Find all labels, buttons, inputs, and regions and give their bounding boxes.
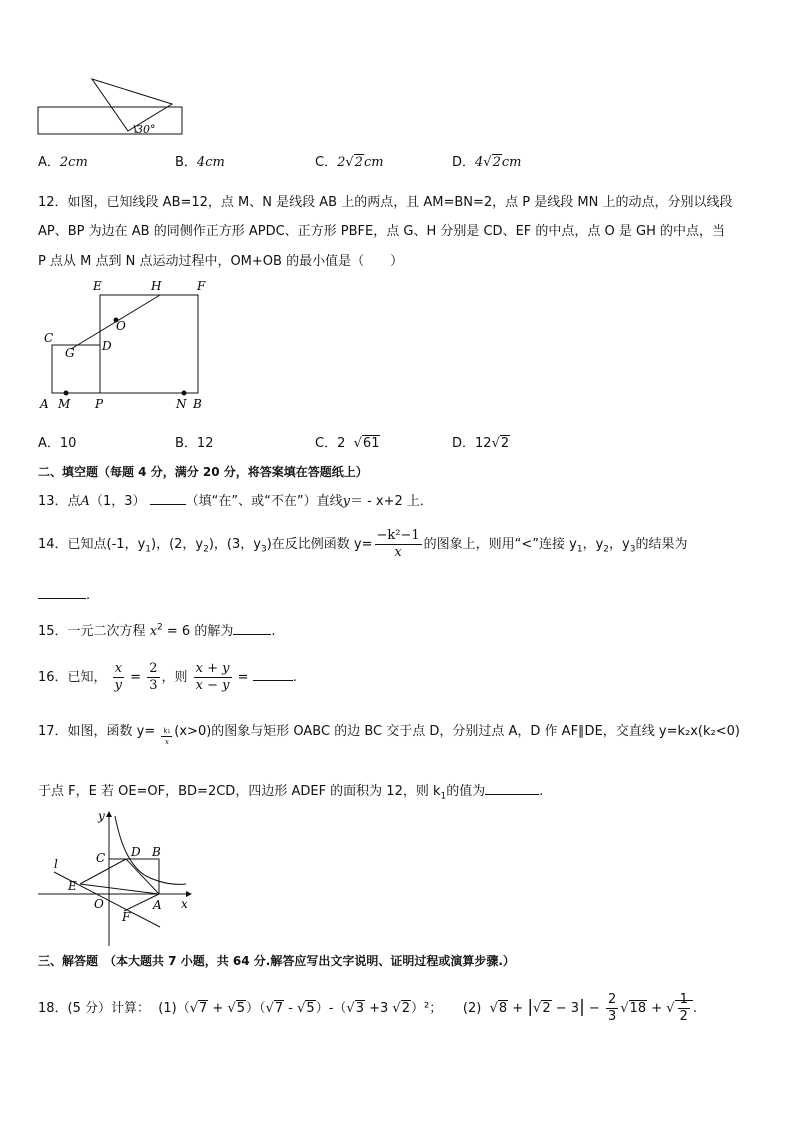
q11-option-c[interactable] <box>315 151 384 170</box>
option-letter: A． <box>38 155 60 170</box>
label-n: N <box>176 397 187 411</box>
fraction: $\frac{2}{3}$ <box>607 992 617 1024</box>
section-3-heading: 三、解答题 （本大题共 7 小题，共 64 分.解答应写出文字说明、证明过程或演算步骤.） <box>38 954 515 968</box>
fraction: $\frac{\text{−k²−1}}{x}$ <box>376 528 420 560</box>
option-coef: 2 <box>337 155 346 170</box>
option-letter: D． <box>452 155 476 170</box>
label-x: x <box>181 897 188 911</box>
label-b: B <box>152 845 161 859</box>
answer-blank[interactable] <box>485 782 539 795</box>
q11-option-b[interactable] <box>175 151 225 170</box>
answer-blank[interactable] <box>233 622 271 635</box>
q15: 15．一元二次方程 $x^2 = 6$ 的解为 . <box>38 622 276 639</box>
sqrt: √5 <box>297 1001 315 1016</box>
sqrt: √2 <box>483 155 501 170</box>
label-p: P <box>95 397 104 411</box>
sqrt: √5 <box>227 1001 246 1016</box>
sqrt: √8 <box>489 1001 508 1016</box>
label-o: O <box>116 319 126 333</box>
fraction-small: $\frac{\text{k₁}}{x}$ <box>163 727 171 746</box>
option-coef: 4 <box>475 155 484 170</box>
label-y: y <box>98 809 105 823</box>
q12-line-1: 12．如图，已知线段 AB=12，点 M、N 是线段 AB 上的两点，且 AM=BN=2，点 P 是线段 MN 上的动点，分别以线段 <box>38 195 733 210</box>
option-letter: C． <box>315 155 338 170</box>
label-m: M <box>58 397 71 411</box>
sqrt: √2 <box>533 1001 551 1016</box>
option-value: 4cm <box>196 155 225 170</box>
sqrt: √2 <box>491 436 510 451</box>
answer-blank[interactable] <box>38 586 86 599</box>
square-apdc <box>52 345 100 393</box>
label-g: G <box>65 346 75 360</box>
option-text: D．12 <box>452 436 492 451</box>
label-c: C <box>44 331 54 345</box>
label-a: A <box>40 397 49 411</box>
label-d: D <box>102 339 112 353</box>
sqrt: √7 <box>265 1001 284 1016</box>
q14-answer-line: . <box>38 586 90 603</box>
q12-line-3: P 点从 M 点到 N 点运动过程中，OM+OB 的最小值是（ ） <box>38 254 404 269</box>
angle-label: 30° <box>136 123 156 136</box>
q17-line-2: 于点 F，E 若 OE=OF，BD=2CD，四边形 ADEF 的面积为 12，则 $k_1$的值为 . <box>38 784 544 802</box>
sqrt: √ $\frac{1}{2}$ <box>666 992 693 1025</box>
abs-value: | <box>579 997 585 1017</box>
q11-figure <box>36 76 186 138</box>
answer-blank[interactable] <box>253 668 293 681</box>
label-a: A <box>153 898 162 912</box>
q12-line-2: AP、BP 为边在 AB 的同侧作正方形 APDC、正方形 PBFE，点 G、H 分别是 CD、EF 的中点，点 O 是 GH 的中点，当 <box>38 224 726 239</box>
label-o: O <box>94 897 104 911</box>
q12-option-c[interactable] <box>315 432 380 451</box>
segment-ea <box>80 884 159 894</box>
q17-line-1: 17．如图，函数 y= $\frac{\text{k₁}}{x}$ (x>0)的图象与矩形 OABC 的边 BC 交于点 D，分别过点 A，D 作 AF∥DE，交直线 y=k₂x(k₂<0) <box>38 724 740 746</box>
label-c: C <box>96 851 106 865</box>
q12-figure <box>36 278 211 413</box>
y-axis-arrow <box>106 811 112 817</box>
q18: 18．(5 分）计算： (1)（√7 + √5）（√7 - √5）-（√3 +3 √2）²； (2) √8 + |√2 − 3| − $\frac{2}{3}$ √18 + √ $\frac{1}{2}$ . <box>38 992 697 1024</box>
point-m <box>64 391 69 396</box>
label-h: H <box>151 279 162 293</box>
triangle-ruler <box>92 79 172 131</box>
label-f: F <box>197 279 206 293</box>
option-letter: B． <box>175 155 197 170</box>
label-f: F <box>122 910 131 924</box>
square-pbfe <box>100 295 198 393</box>
option-unit: cm <box>501 155 522 170</box>
sqrt: √2 <box>345 155 363 170</box>
fraction: $\frac{1}{2}$ <box>679 992 688 1024</box>
sqrt: √7 <box>189 1001 208 1016</box>
label-e: E <box>93 279 102 293</box>
q12-option-b[interactable]: B．12 <box>175 436 214 451</box>
q12-option-d[interactable] <box>452 432 510 451</box>
label-d: D <box>131 845 141 859</box>
answer-blank[interactable] <box>150 492 186 505</box>
label-l: l <box>54 857 58 871</box>
fraction: $\frac{x + y}{x - y}$ <box>195 661 230 693</box>
option-unit: cm <box>363 155 384 170</box>
sqrt: √61 <box>353 436 380 451</box>
section-2-heading: 二、填空题（每题 4 分，满分 20 分，将答案填在答题纸上） <box>38 465 368 479</box>
fraction: $\frac{2}{3}$ <box>149 661 158 693</box>
label-e: E <box>68 879 77 893</box>
q12-option-a[interactable]: A．10 <box>38 436 77 451</box>
option-text: C．2 <box>315 436 346 451</box>
label-b: B <box>193 397 202 411</box>
q13: 13．点A（1，3） （填“在”、或“不在”）直线y＝ - x+2 上． <box>38 494 433 509</box>
q16: 16．已知， $\frac{x}{y}$ = $\frac{2}{3}$ ，则 $\frac{x + y}{x - y}$ = . <box>38 661 297 693</box>
sqrt: √2 <box>392 1001 410 1016</box>
q11-option-a[interactable] <box>38 151 88 170</box>
sqrt: √18 <box>620 1001 647 1016</box>
segment-da <box>126 859 159 894</box>
q14: 14．已知点(-1，$y_1$)，(2，$y_2$)，(3，$y_3$)在反比例函数 y= $\frac{\text{−k²−1}}{x}$ 的图象上，则用“<”连接 $y_1$，$y_2$，$y_3$的结果为 <box>38 528 688 560</box>
abs-value: | <box>527 997 534 1017</box>
fraction: $\frac{x}{y}$ <box>114 661 123 693</box>
sqrt: √3 <box>346 1001 364 1016</box>
point-n <box>182 391 187 396</box>
option-value: 2cm <box>59 155 88 170</box>
q11-option-d[interactable] <box>452 151 521 170</box>
hyperbola-curve <box>115 816 186 884</box>
q17-figure <box>36 808 201 948</box>
